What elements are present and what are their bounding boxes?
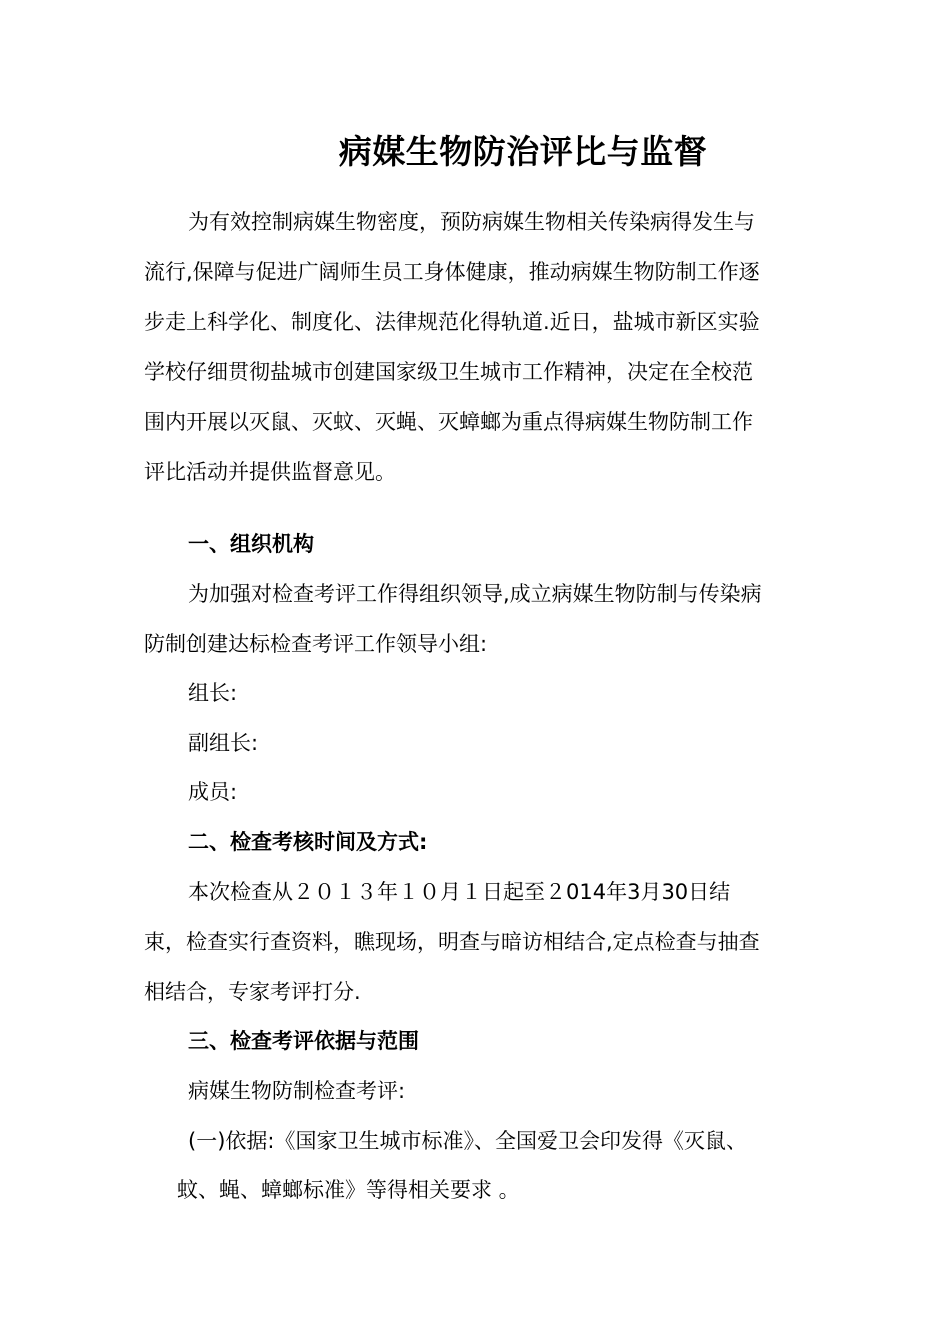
- leader-field: 组长:: [188, 681, 238, 705]
- intro-line: 流行,保障与促进广阔师生员工身体健康，推动病媒生物防制工作逐: [144, 260, 760, 284]
- deputy-leader-field: 副组长:: [188, 731, 259, 755]
- section2-paragraph: [144, 867, 812, 1017]
- members-field: 成员:: [188, 780, 238, 804]
- section2-line: 束，检查实行查资料，瞧现场，明查与暗访相结合,定点检查与抽查: [144, 930, 760, 954]
- document-title: 病媒生物防治评比与监督: [338, 132, 708, 171]
- basis-line: 蚊、蝇、蟑螂标准》等得相关要求 。: [177, 1178, 520, 1202]
- intro-line: 为有效控制病媒生物密度，预防病媒生物相关传染病得发生与: [188, 210, 755, 234]
- section-heading: 三、检查考评依据与范围: [188, 1029, 419, 1053]
- section-heading: 一、组织机构: [188, 532, 314, 556]
- intro-line: 围内开展以灭鼠、灭蚊、灭蝇、灭蟑螂为重点得病媒生物防制工作: [144, 410, 753, 434]
- intro-line: 步走上科学化、制度化、法律规范化得轨道.近日，盐城市新区实验: [144, 310, 760, 334]
- section1-line: 为加强对检查考评工作得组织领导,成立病媒生物防制与传染病: [188, 582, 762, 606]
- intro-line: 学校仔细贯彻盐城市创建国家级卫生城市工作精神，决定在全校范: [144, 360, 753, 384]
- section-heading: 二、检查考核时间及方式:: [188, 830, 428, 854]
- section1-line: 防制创建达标检查考评工作领导小组:: [144, 632, 488, 656]
- intro-line: 评比活动并提供监督意见。: [144, 460, 396, 484]
- section3-subheading: 病媒生物防制检查考评:: [188, 1079, 406, 1103]
- section1-paragraph: [144, 569, 812, 669]
- basis-line: (一)依据:《国家卫生城市标准》、全国爱卫会印发得《灭鼠、: [188, 1129, 747, 1153]
- section2-line: 本次检查从２０１３年１０月１日起至２014年3月30日结: [188, 880, 731, 904]
- intro-paragraph: [144, 197, 812, 497]
- section2-line: 相结合，专家考评打分.: [144, 980, 361, 1004]
